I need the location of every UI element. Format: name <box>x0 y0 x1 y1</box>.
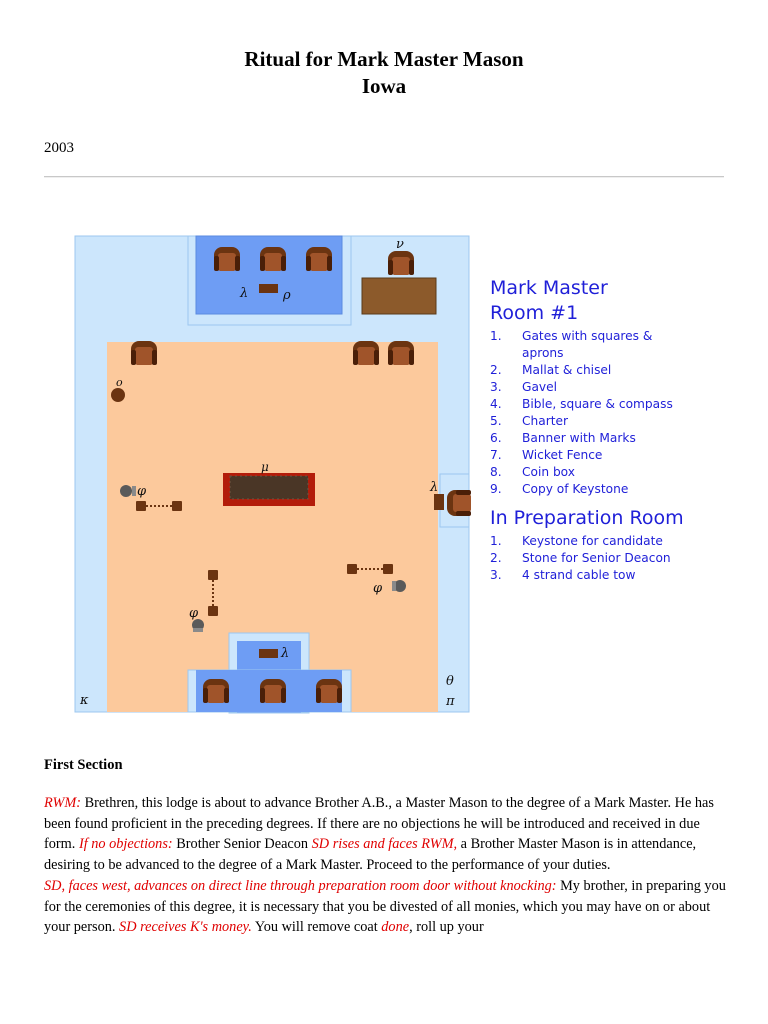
floor-chair-icon <box>388 341 414 365</box>
diagram-legend <box>490 276 684 588</box>
south-chair-icon <box>447 490 471 516</box>
list-item: 6. Banner with Marks <box>490 431 636 445</box>
stool-icon <box>172 501 182 511</box>
label-omicron: ο <box>116 376 123 389</box>
paragraph: RWM: Brethren, this lodge is about to advance Brother A.B., a Master Mason to the degree of a Mark Master. He has been found proficient in the preceding degrees. If there are no objections he will be introduced and received in due form. If no objections: Brother Senior Deacon SD rises and faces RWM, a Brother Master Mason is in attendance, desiring to be advanced to the degree of a Mark Master. Proceed to the performance of your duties. <box>44 795 714 874</box>
list-item: 3. 4 strand cable tow <box>490 568 636 582</box>
floor-chair-icon <box>131 341 157 365</box>
stool-icon <box>347 564 357 574</box>
paragraph: SD, faces west, advances on direct line through preparation room door without knocking: My brother, in preparing you for the ceremonies of this degree, it is necessary that you be divested of all monies, which you may have on or about your person. SD receives K's money. You will remove coat done, roll up your <box>44 877 726 936</box>
west-chair-icon <box>260 679 286 703</box>
small-table-icon <box>434 494 444 510</box>
label-lambda-east: λ <box>240 286 249 301</box>
east-chair-icon <box>214 247 240 271</box>
ritual-text <box>44 793 734 938</box>
east-desk-icon <box>259 284 278 293</box>
list-item: 3. Gavel <box>490 380 558 394</box>
legend-heading: Mark Master <box>490 277 608 299</box>
floor-chair-icon <box>353 341 379 365</box>
stool-icon <box>208 606 218 616</box>
list-item: 2. Stone for Senior Deacon <box>490 551 671 565</box>
label-lambda-bottom: λ <box>281 646 290 661</box>
west-chair-icon <box>203 679 229 703</box>
label-mu: μ <box>261 460 269 474</box>
list-item: 1. Keystone for candidate <box>490 534 663 548</box>
secretary-desk-icon <box>362 278 436 314</box>
list-item: 9. Copy of Keystone <box>490 482 629 496</box>
stool-icon <box>136 501 146 511</box>
candidate-icon <box>120 485 132 497</box>
document-year: 2003 <box>44 140 74 156</box>
label-lambda-south: λ <box>430 480 439 495</box>
stool-icon <box>208 570 218 580</box>
label-pi: π <box>446 694 455 709</box>
officer-chair-icon <box>111 388 125 402</box>
room-items-list <box>490 328 684 498</box>
legend-room-heading: Room #1 <box>490 302 579 324</box>
title-line-1: Ritual for Mark Master Mason <box>244 47 524 71</box>
legend-prep-heading: In Preparation Room <box>490 507 684 529</box>
east-chair-icon <box>260 247 286 271</box>
list-item: 1. Gates with squares & aprons <box>490 329 653 360</box>
label-rho: ρ <box>283 288 291 303</box>
secretary-chair-icon <box>388 251 414 275</box>
label-phi-south: φ <box>373 581 383 596</box>
label-nu: ν <box>396 237 404 252</box>
label-theta: θ <box>446 674 454 689</box>
west-chair-icon <box>316 679 342 703</box>
list-item: 8. Coin box <box>490 465 575 479</box>
east-chair-icon <box>306 247 332 271</box>
list-item: 5. Charter <box>490 414 569 428</box>
label-phi-west: φ <box>137 484 147 499</box>
list-item: 7. Wicket Fence <box>490 448 603 462</box>
stool-icon <box>383 564 393 574</box>
title-line-2: Iowa <box>361 74 407 98</box>
label-kappa: κ <box>80 693 89 708</box>
list-item: 2. Mallat & chisel <box>490 363 612 377</box>
west-desk-icon <box>259 649 278 658</box>
label-phi-south-west: φ <box>189 606 199 621</box>
prep-items-list <box>490 533 684 584</box>
list-item: 4. Bible, square & compass <box>490 397 673 411</box>
section-heading: First Section <box>44 757 123 773</box>
